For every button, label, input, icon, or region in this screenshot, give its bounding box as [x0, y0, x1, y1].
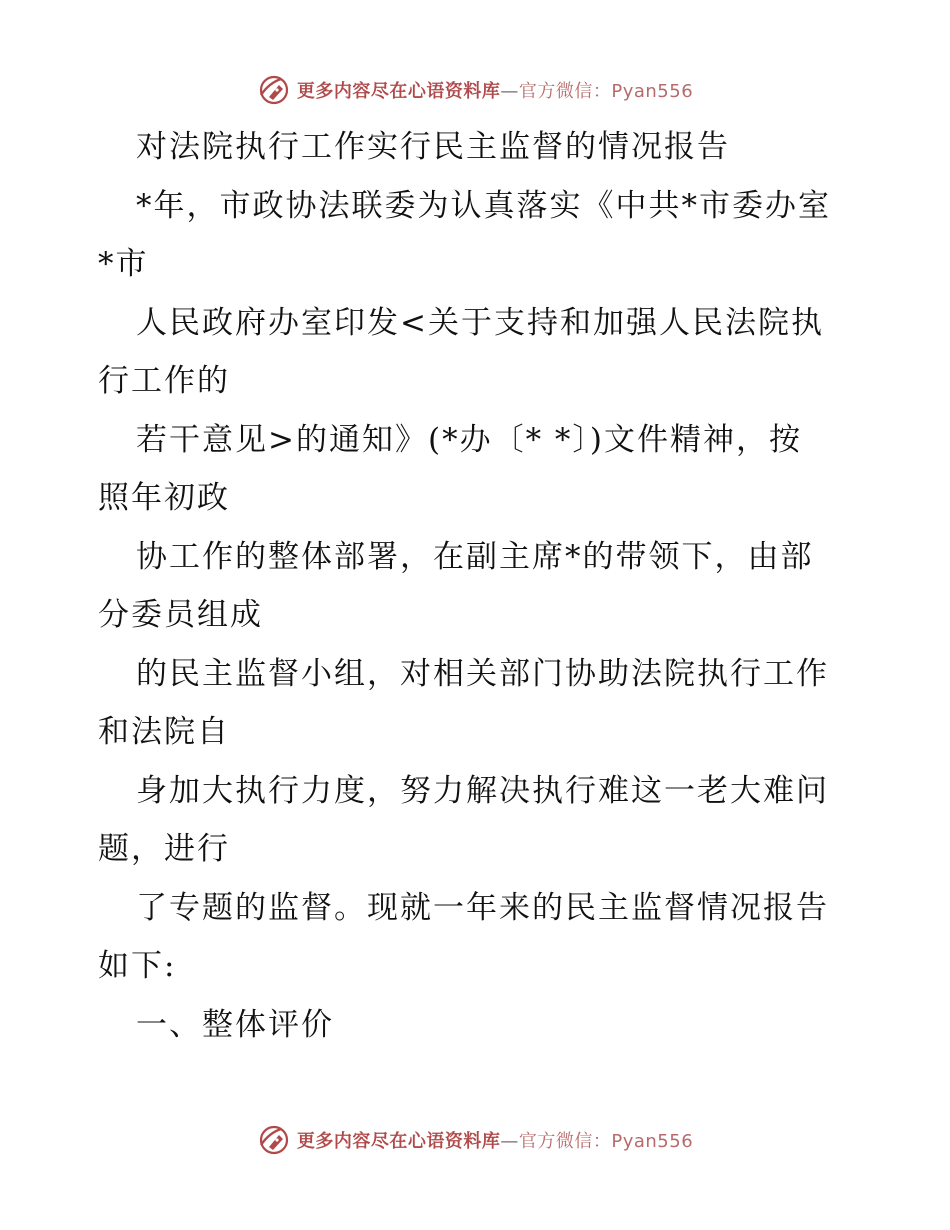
watermark-separator: —	[500, 1131, 519, 1152]
document-body	[98, 118, 858, 1054]
paragraph-line: 身加大执行力度，努力解决执行难这一老大难问	[136, 772, 829, 809]
paragraph-line: 行工作的	[98, 363, 230, 399]
paragraph-line: 题，进行	[98, 831, 230, 867]
paragraph-line: 了专题的监督。现就一年来的民主监督情况报告	[136, 889, 829, 926]
paragraph-line: 如下:	[98, 948, 177, 984]
paragraph-line: 和法院自	[98, 714, 230, 750]
paragraph-line: 的民主监督小组，对相关部门协助法院执行工作	[136, 655, 829, 692]
paragraph-line: *年，市政协法联委为认真落实《中共*市委办室	[136, 187, 831, 224]
watermark-main-text: 更多内容尽在心语资料库	[296, 1131, 501, 1152]
document-title: 对法院执行工作实行民主监督的情况报告	[136, 129, 730, 165]
footer-watermark	[0, 1120, 950, 1160]
paragraph-line: 照年初政	[98, 480, 230, 516]
header-watermark	[0, 70, 950, 110]
paragraph-line: 分委员组成	[98, 597, 263, 633]
paragraph-line: 若干意见>的通知》(*办〔* *〕)文件精神，按	[136, 421, 803, 458]
pen-nib-circle-icon	[257, 1123, 291, 1157]
watermark-main-text: 更多内容尽在心语资料库	[296, 81, 501, 102]
pen-nib-circle-icon	[257, 73, 291, 107]
paragraph-line: 人民政府办室印发<关于支持和加强人民法院执	[136, 304, 824, 341]
paragraph-line: *市	[98, 246, 149, 282]
watermark-wechat-text: 官方微信：Pyan556	[518, 1131, 694, 1152]
watermark-wechat-text: 官方微信：Pyan556	[518, 81, 694, 102]
section-heading: 一、整体评价	[136, 1006, 334, 1043]
paragraph-line: 协工作的整体部署，在副主席*的带领下，由部	[136, 538, 814, 575]
watermark-separator: —	[500, 81, 519, 102]
